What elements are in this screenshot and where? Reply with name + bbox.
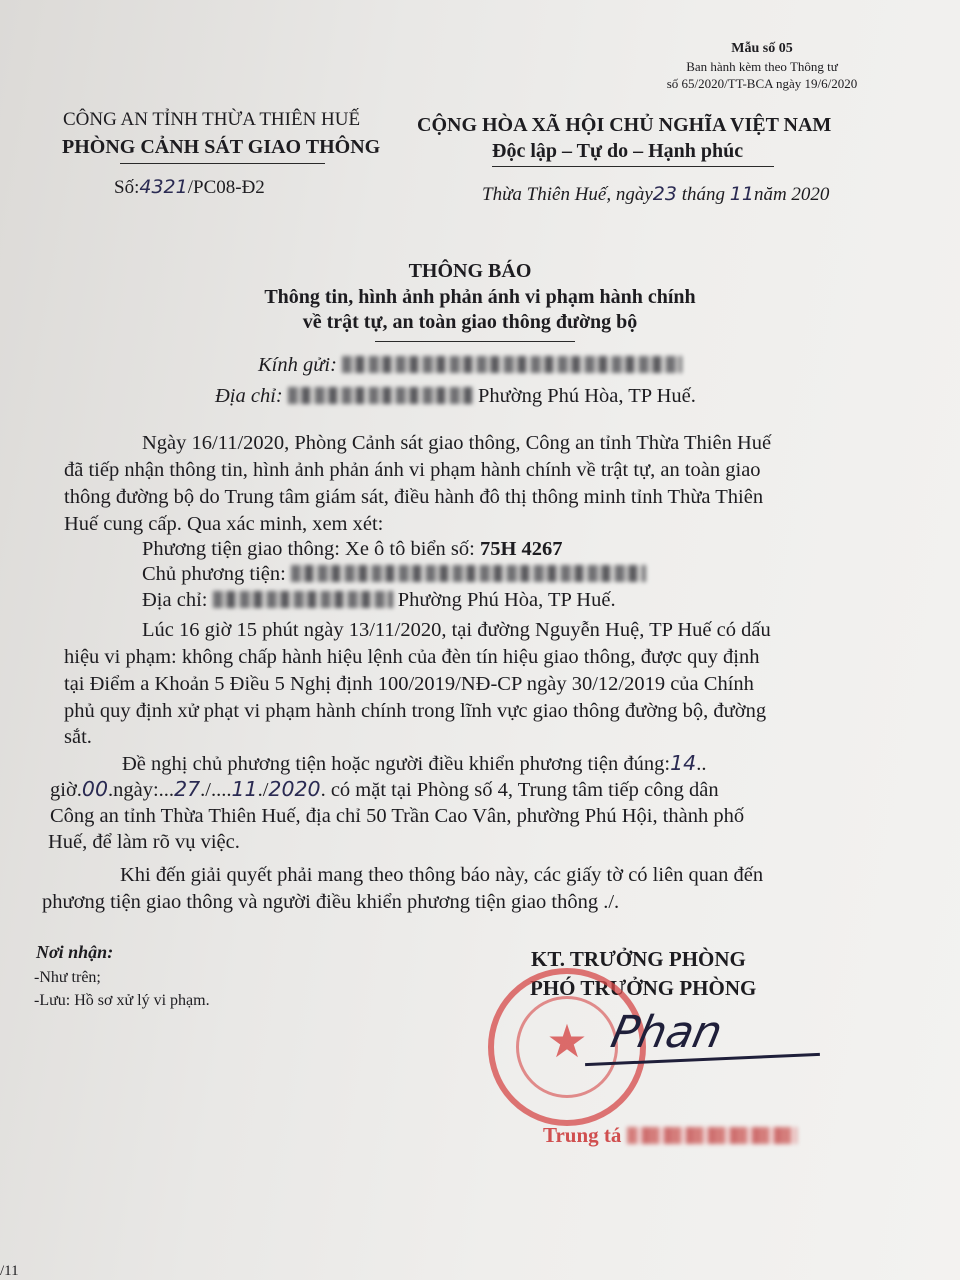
- recipients-item-1: -Như trên;: [34, 969, 101, 986]
- body-p3-line-1: Đề nghị chủ phương tiện hoặc người điều khiển phương tiện đúng:14..: [122, 751, 707, 775]
- recipients-item-2: -Lưu: Hồ sơ xử lý vi phạm.: [34, 992, 210, 1009]
- body-p3-l2-b: .ngày:...: [108, 779, 175, 801]
- owner-address-label: Địa chỉ:: [142, 589, 208, 611]
- reference-number: [114, 174, 265, 201]
- body-p2-line-4: phủ quy định xử phạt vi phạm hành chính trong lĩnh vực giao thông đường bộ, đường: [64, 700, 767, 722]
- appointment-year: 2020: [268, 777, 321, 801]
- body-p3-text: Đề nghị chủ phương tiện hoặc người điều khiển phương tiện đúng:: [122, 753, 671, 775]
- title-underline: [375, 341, 575, 342]
- redacted-recipient-address: [288, 387, 473, 404]
- national-name: CỘNG HÒA XÃ HỘI CHỦ NGHĨA VIỆT NAM: [417, 114, 832, 136]
- date-line: [482, 181, 829, 208]
- body-p3-l2-c: ./....: [200, 779, 232, 801]
- owner-address-line: [142, 587, 616, 613]
- document-subtitle-2: về trật tự, an toàn giao thông đường bộ: [302, 311, 638, 333]
- redacted-signer-name: [627, 1127, 797, 1144]
- agency-name: PHÒNG CẢNH SÁT GIAO THÔNG: [62, 136, 381, 158]
- recipient-to-label: Kính gửi:: [258, 354, 337, 376]
- body-p2-line-5: sắt.: [64, 726, 92, 748]
- form-number: Mẫu số 05: [731, 41, 793, 56]
- signature-line-2: PHÓ TRƯỞNG PHÒNG: [530, 976, 757, 1000]
- owner-line: [142, 561, 646, 587]
- date-place: Thừa Thiên Huế, ngày: [482, 184, 653, 205]
- date-day: 23: [652, 183, 677, 205]
- form-issued-line-2: số 65/2020/TT-BCA ngày 19/6/2020: [666, 76, 858, 91]
- date-year: năm 2020: [753, 184, 830, 205]
- body-p2-line-2: hiệu vi phạm: không chấp hành hiệu lệnh của đèn tín hiệu giao thông, được quy định: [64, 646, 760, 668]
- owner-address-visible: Phường Phú Hòa, TP Huế.: [397, 589, 616, 611]
- body-p1-line-2: đã tiếp nhận thông tin, hình ảnh phản ánh vi phạm hành chính về trật tự, an toàn giao: [64, 459, 761, 481]
- reference-handwritten-number: 4321: [139, 176, 188, 198]
- agency-parent: CÔNG AN TỈNH THỪA THIÊN HUẾ: [63, 109, 361, 130]
- national-motto: Độc lập – Tự do – Hạnh phúc: [492, 140, 744, 162]
- recipient-address-label: Địa chỉ:: [215, 385, 283, 407]
- recipient-to: [258, 352, 682, 378]
- date-month: 11: [729, 183, 754, 205]
- body-p1-line-1: Ngày 16/11/2020, Phòng Cảnh sát giao thông, Công an tỉnh Thừa Thiên Huế: [142, 432, 772, 454]
- reference-prefix: Số:: [114, 177, 140, 198]
- redacted-owner-address: [213, 591, 393, 608]
- document-title: THÔNG BÁO: [408, 260, 532, 282]
- body-p4-line-1: Khi đến giải quyết phải mang theo thông báo này, các giấy tờ có liên quan đến: [120, 864, 764, 886]
- recipient-address: [215, 383, 696, 409]
- signer-rank: Trung tá: [543, 1123, 622, 1147]
- reference-suffix: /PC08-Đ2: [187, 177, 265, 198]
- body-p1-line-4: Huế cung cấp. Qua xác minh, xem xét:: [64, 513, 384, 535]
- recipient-address-visible: Phường Phú Hòa, TP Huế.: [478, 385, 696, 407]
- appointment-minute: 00: [81, 777, 109, 801]
- body-p3-line-3: Công an tỉnh Thừa Thiên Huế, địa chỉ 50 Trần Cao Vân, phường Phú Hội, thành phố: [50, 805, 745, 827]
- vehicle-plate: 75H 4267: [479, 538, 563, 560]
- body-p4-line-2: phương tiện giao thông và người điều khiển phương tiện giao thông ./.: [42, 891, 620, 913]
- body-p2-line-1: Lúc 16 giờ 15 phút ngày 13/11/2020, tại đường Nguyễn Huệ, TP Huế có dấu: [142, 619, 771, 641]
- stamp-star-icon: ★: [546, 1014, 588, 1068]
- appointment-month: 11: [231, 777, 258, 801]
- handwritten-signature: Phan: [606, 1007, 727, 1058]
- redacted-owner-name: [291, 565, 646, 582]
- signature-line-1: KT. TRƯỞNG PHÒNG: [531, 947, 746, 971]
- body-p2-line-3: tại Điểm a Khoản 5 Điều 5 Nghị định 100/2019/NĐ-CP ngày 30/12/2019 của Chính: [64, 673, 754, 695]
- vehicle-line: [142, 536, 563, 562]
- motto-underline: [492, 166, 774, 167]
- footer-fragment: /11: [0, 1263, 19, 1279]
- vehicle-label: Phương tiện giao thông: Xe ô tô biển số:: [142, 538, 475, 560]
- body-p3-line-4: Huế, để làm rõ vụ việc.: [48, 831, 240, 853]
- appointment-hour: 14: [670, 751, 697, 775]
- form-issued-line-1: Ban hành kèm theo Thông tư: [686, 59, 838, 74]
- document-subtitle-1: Thông tin, hình ảnh phản ánh vi phạm hành chính: [264, 286, 696, 308]
- appointment-day: 27: [174, 777, 201, 801]
- body-p1-line-3: thông đường bộ do Trung tâm giám sát, điều hành đô thị thông minh tỉnh Thừa Thiên: [64, 486, 764, 508]
- date-month-label: tháng: [681, 184, 726, 205]
- agency-underline: [120, 163, 325, 164]
- recipients-label: Nơi nhận:: [36, 942, 114, 962]
- body-p3-line-2: [50, 776, 719, 803]
- body-p3-l2-d: ./: [257, 779, 269, 801]
- body-p3-l2-e: . có mặt tại Phòng số 4, Trung tâm tiếp công dân: [320, 779, 719, 801]
- redacted-recipient-name: [342, 356, 682, 373]
- owner-label: Chủ phương tiện:: [142, 563, 286, 585]
- signer-rank-line: [543, 1122, 797, 1148]
- body-p3-l2-a: giờ.: [50, 779, 82, 801]
